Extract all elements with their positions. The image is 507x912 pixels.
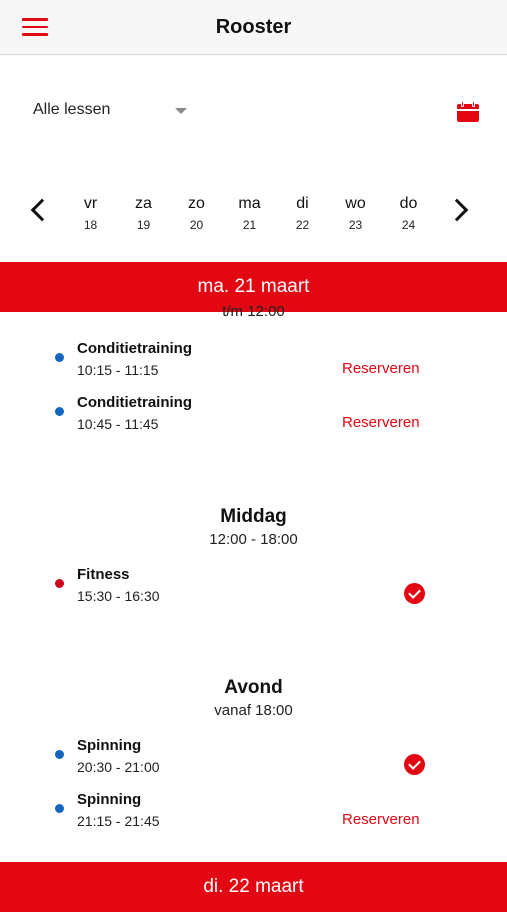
day-number: 20 — [189, 218, 204, 232]
lesson-name: Conditietraining — [77, 394, 192, 411]
section-title-afternoon: Middag — [220, 506, 287, 527]
lesson-time: 21:15 - 21:45 — [77, 813, 160, 829]
day-name: do — [399, 195, 418, 212]
category-dot — [55, 579, 64, 588]
lesson-item — [52, 566, 432, 610]
lesson-name: Spinning — [77, 737, 142, 754]
reserve-button[interactable]: Reserveren — [342, 811, 420, 828]
day-name: ma — [238, 195, 261, 212]
chevron-right-icon[interactable] — [446, 196, 474, 226]
category-dot — [55, 353, 64, 362]
section-range-evening: vanaf 18:00 — [214, 702, 293, 719]
lesson-time: 20:30 - 21:00 — [77, 759, 160, 775]
lesson-item — [52, 394, 432, 438]
date-header-next: di. 22 maart — [0, 862, 507, 912]
category-dot — [55, 750, 64, 759]
day-number: 19 — [136, 218, 151, 232]
day-wo[interactable] — [329, 195, 382, 235]
page-title: Rooster — [215, 16, 292, 38]
section-title-evening: Avond — [224, 677, 283, 698]
reserve-button[interactable]: Reserveren — [342, 360, 420, 377]
day-number: 23 — [348, 218, 363, 232]
reserve-button[interactable]: Reserveren — [342, 414, 420, 431]
dropdown-caret-icon — [175, 108, 187, 114]
checkmark-icon[interactable] — [404, 583, 425, 604]
section-range-cut-off: t/m 12:00 — [222, 303, 285, 320]
day-name: zo — [188, 195, 205, 212]
lesson-time: 10:45 - 11:45 — [77, 416, 159, 432]
top-bar — [0, 0, 507, 55]
lesson-filter-value: Alle lessen — [33, 101, 111, 118]
day-name: di — [296, 195, 309, 212]
day-zo[interactable] — [170, 195, 223, 235]
category-dot — [55, 804, 64, 813]
day-name: vr — [83, 195, 98, 212]
lesson-time: 15:30 - 16:30 — [77, 588, 160, 604]
day-number: 21 — [242, 218, 257, 232]
day-di[interactable] — [276, 195, 329, 235]
schedule-list[interactable] — [0, 303, 507, 862]
day-number: 24 — [401, 218, 416, 232]
day-za[interactable] — [117, 195, 170, 235]
day-number: 22 — [295, 218, 310, 232]
lesson-name: Spinning — [77, 791, 142, 808]
chevron-left-icon[interactable] — [26, 196, 54, 226]
day-name: wo — [345, 195, 366, 212]
lesson-name: Fitness — [77, 566, 130, 583]
day-name: za — [135, 195, 152, 212]
lesson-time: 10:15 - 11:15 — [77, 362, 159, 378]
day-vr[interactable] — [64, 195, 117, 235]
calendar-icon[interactable] — [457, 101, 479, 122]
lesson-item — [52, 791, 432, 835]
lesson-item — [52, 737, 432, 781]
lesson-name: Conditietraining — [77, 340, 192, 357]
section-range-afternoon: 12:00 - 18:00 — [209, 531, 298, 548]
week-day-selector — [64, 195, 444, 235]
checkmark-icon[interactable] — [404, 754, 425, 775]
category-dot — [55, 407, 64, 416]
lesson-item — [52, 340, 432, 384]
lesson-filter-dropdown[interactable] — [33, 99, 193, 123]
day-number: 18 — [83, 218, 98, 232]
day-ma[interactable] — [223, 195, 276, 235]
date-header-current: ma. 21 maart — [0, 262, 507, 312]
day-do[interactable] — [382, 195, 435, 235]
